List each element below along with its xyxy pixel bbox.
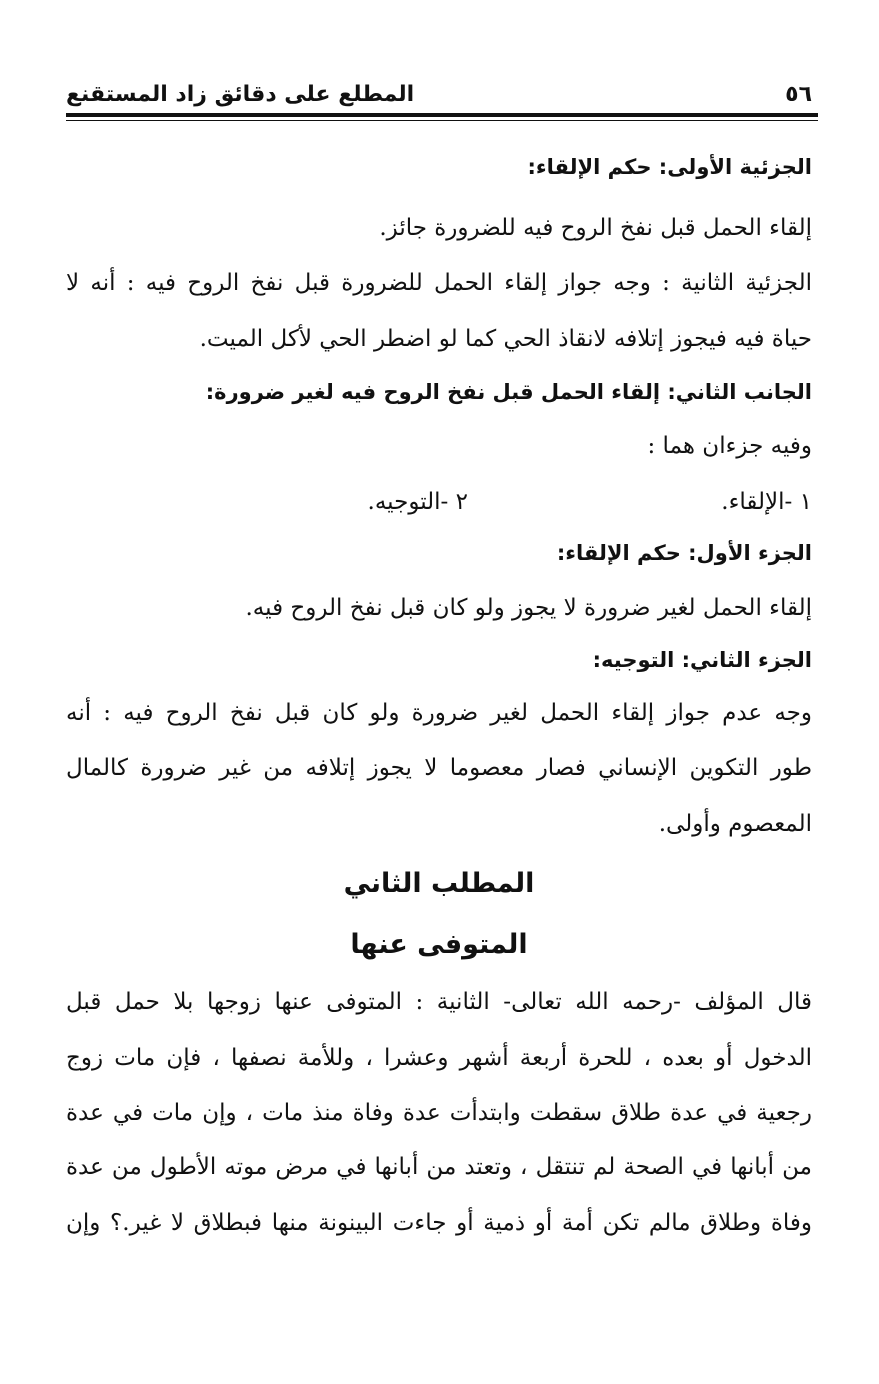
list-item: ١ -الإلقاء.: [721, 489, 812, 515]
subheading-part-one-ruling: الجزء الأول: حكم الإلقاء:: [556, 541, 812, 565]
paragraph-line: الجزئية الثانية : وجه جواز إلقاء الحمل للضرورة قبل نفخ الروح فيه : أنه لا: [66, 270, 812, 296]
list-item: ٢ -التوجيه.: [367, 489, 468, 515]
section-title: المطلب الثاني: [343, 868, 535, 899]
paragraph-line: الدخول أو بعده ، للحرة أربعة أشهر وعشرا ، وللأمة نصفها ، فإن مات زوج: [66, 1045, 812, 1071]
section-heading-second-aspect: الجانب الثاني: إلقاء الحمل قبل نفخ الروح فيه لغير ضرورة:: [205, 380, 812, 404]
paragraph-line: رجعية في عدة طلاق سقطت وابتدأت عدة وفاة منذ مات ، وإن مات في عدة: [66, 1100, 812, 1126]
paragraph-line: من أبانها في الصحة لم تنتقل ، وتعتد من أبانها في مرض موته الأطول من عدة: [66, 1154, 812, 1180]
paragraph-line: طور التكوين الإنساني فصار معصوما لا يجوز إتلافه من غير ضرورة كالمال: [66, 755, 812, 781]
header-rule-thick: [66, 113, 818, 117]
paragraph-line: وفيه جزءان هما :: [647, 433, 812, 459]
enumerated-parts: [66, 485, 812, 519]
paragraph-line: حياة فيه فيجوز إتلافه لانقاذ الحي كما لو اضطر الحي لأكل الميت.: [199, 326, 812, 352]
running-title: المطلع على دقائق زاد المستقنع: [66, 82, 415, 107]
subheading-part-two-justification: الجزء الثاني: التوجيه:: [592, 648, 812, 672]
paragraph-line: إلقاء الحمل قبل نفخ الروح فيه للضرورة جائز.: [379, 215, 812, 241]
page-header: [66, 78, 812, 114]
paragraph-line: إلقاء الحمل لغير ضرورة لا يجوز ولو كان قبل نفخ الروح فيه.: [245, 595, 812, 621]
header-rule-thin: [66, 120, 818, 121]
section-subtitle: المتوفى عنها: [350, 929, 528, 960]
page-number: ٥٦: [785, 82, 812, 107]
paragraph-line: قال المؤلف -رحمه الله تعالى- الثانية : المتوفى عنها زوجها بلا حمل قبل: [66, 989, 812, 1015]
paragraph-line: وفاة وطلاق مالم تكن أمة أو ذمية أو جاءت البينونة منها فبطلاق لا غير.؟ وإن: [66, 1210, 812, 1236]
paragraph-line: المعصوم وأولى.: [658, 811, 812, 837]
subheading-first-part-ruling: الجزئية الأولى: حكم الإلقاء:: [527, 155, 812, 179]
paragraph-line: وجه عدم جواز إلقاء الحمل لغير ضرورة ولو كان قبل نفخ الروح فيه : أنه: [66, 700, 812, 726]
